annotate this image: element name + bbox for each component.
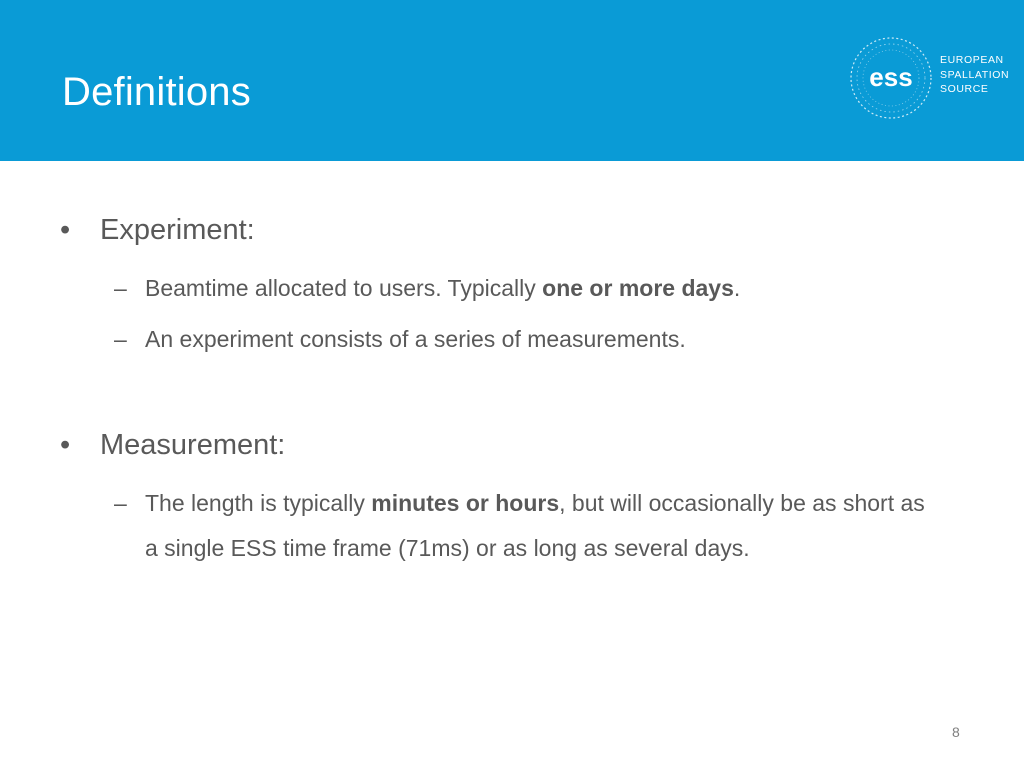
sub-marker: – xyxy=(114,490,127,516)
slide-title: Definitions xyxy=(62,70,251,114)
sub-text-bold: minutes or hours xyxy=(371,490,560,516)
ess-logo-mark: ess xyxy=(869,62,913,92)
bullet-label: Experiment: xyxy=(100,214,255,246)
sub-item-text xyxy=(145,481,935,571)
sub-text: , but will occasionally be as short as a single ESS time frame (71ms) or as long as several days. xyxy=(145,490,925,561)
logo-line-1: EUROPEAN xyxy=(940,54,1004,66)
sub-text-bold: one or more days xyxy=(542,275,734,301)
sub-marker: – xyxy=(114,326,127,352)
logo-line-2: SPALLATION xyxy=(940,68,1010,81)
bullet-marker: • xyxy=(60,214,71,246)
logo-line-3: SOURCE xyxy=(940,83,989,95)
sub-marker: – xyxy=(114,275,127,301)
sub-text: Beamtime allocated to users. Typically xyxy=(145,275,543,301)
sub-text: . xyxy=(733,275,741,301)
sub-item-text xyxy=(145,266,935,311)
sub-item-text xyxy=(145,317,935,362)
sub-text: An experiment consists of a series of measurements. xyxy=(145,326,686,352)
bullet-label: Measurement: xyxy=(100,429,286,461)
page-number: 8 xyxy=(952,724,960,740)
sub-text: The length is typically xyxy=(145,490,372,516)
bullet-marker: • xyxy=(60,429,71,461)
